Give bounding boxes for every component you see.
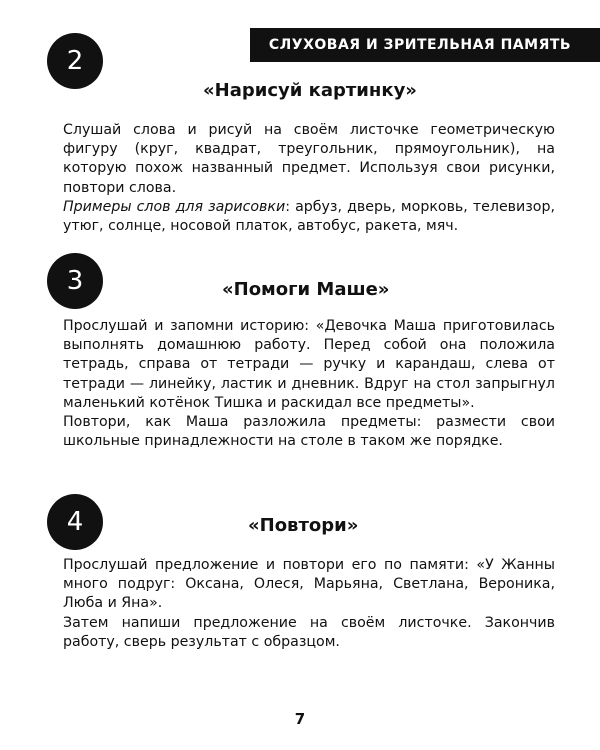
task-body — [63, 317, 555, 451]
paragraph: Затем напиши предложение на своём листочке. Закончив работу, сверь результат с образцом. — [63, 614, 555, 650]
paragraph: Прослушай и запомни историю: «Девочка Маша приготовилась выполнять домашнюю работу. Перед собой она положила тетрадь, справа от тетради — ручку и карандаш, слева от тетради — линейку, ластик и дневник. Вдруг на стол запрыгнул маленький котёнок Тишка и раскидал все предметы». — [63, 318, 555, 411]
task-title: «Нарисуй картинку» — [203, 80, 417, 101]
task-title: «Повтори» — [248, 515, 359, 536]
section-header: СЛУХОВАЯ И ЗРИТЕЛЬНАЯ ПАМЯТЬ — [250, 28, 600, 62]
task-title: «Помоги Маше» — [222, 279, 390, 300]
task-number-badge: 2 — [47, 33, 103, 89]
examples-text: : арбуз, дверь, морковь, телевизор, утюг, солнце, носовой платок, автобус, ракета, мяч. — [63, 198, 555, 235]
paragraph: Повтори, как Маша разложила предметы: размести свои школьные принадлежности на столе в таком же порядке. — [63, 414, 555, 450]
page-number: 7 — [294, 710, 306, 728]
paragraph-examples — [63, 198, 555, 236]
paragraph: Слушай слова и рисуй на своём листочке геометрическую фигуру (круг, квадрат, треугольник, прямоугольник), на которую похож названный предмет. Используя свои рисунки, повтори слова. — [63, 122, 555, 196]
task-number-badge: 3 — [47, 253, 103, 309]
task-number-badge: 4 — [47, 494, 103, 550]
task-body — [63, 556, 555, 652]
examples-label: Примеры слов для зарисовки — [63, 198, 286, 215]
paragraph: Прослушай предложение и повтори его по памяти: «У Жанны много подруг: Оксана, Олеся, Марьяна, Светлана, Вероника, Люба и Яна». — [63, 557, 555, 612]
task-body — [63, 121, 555, 236]
